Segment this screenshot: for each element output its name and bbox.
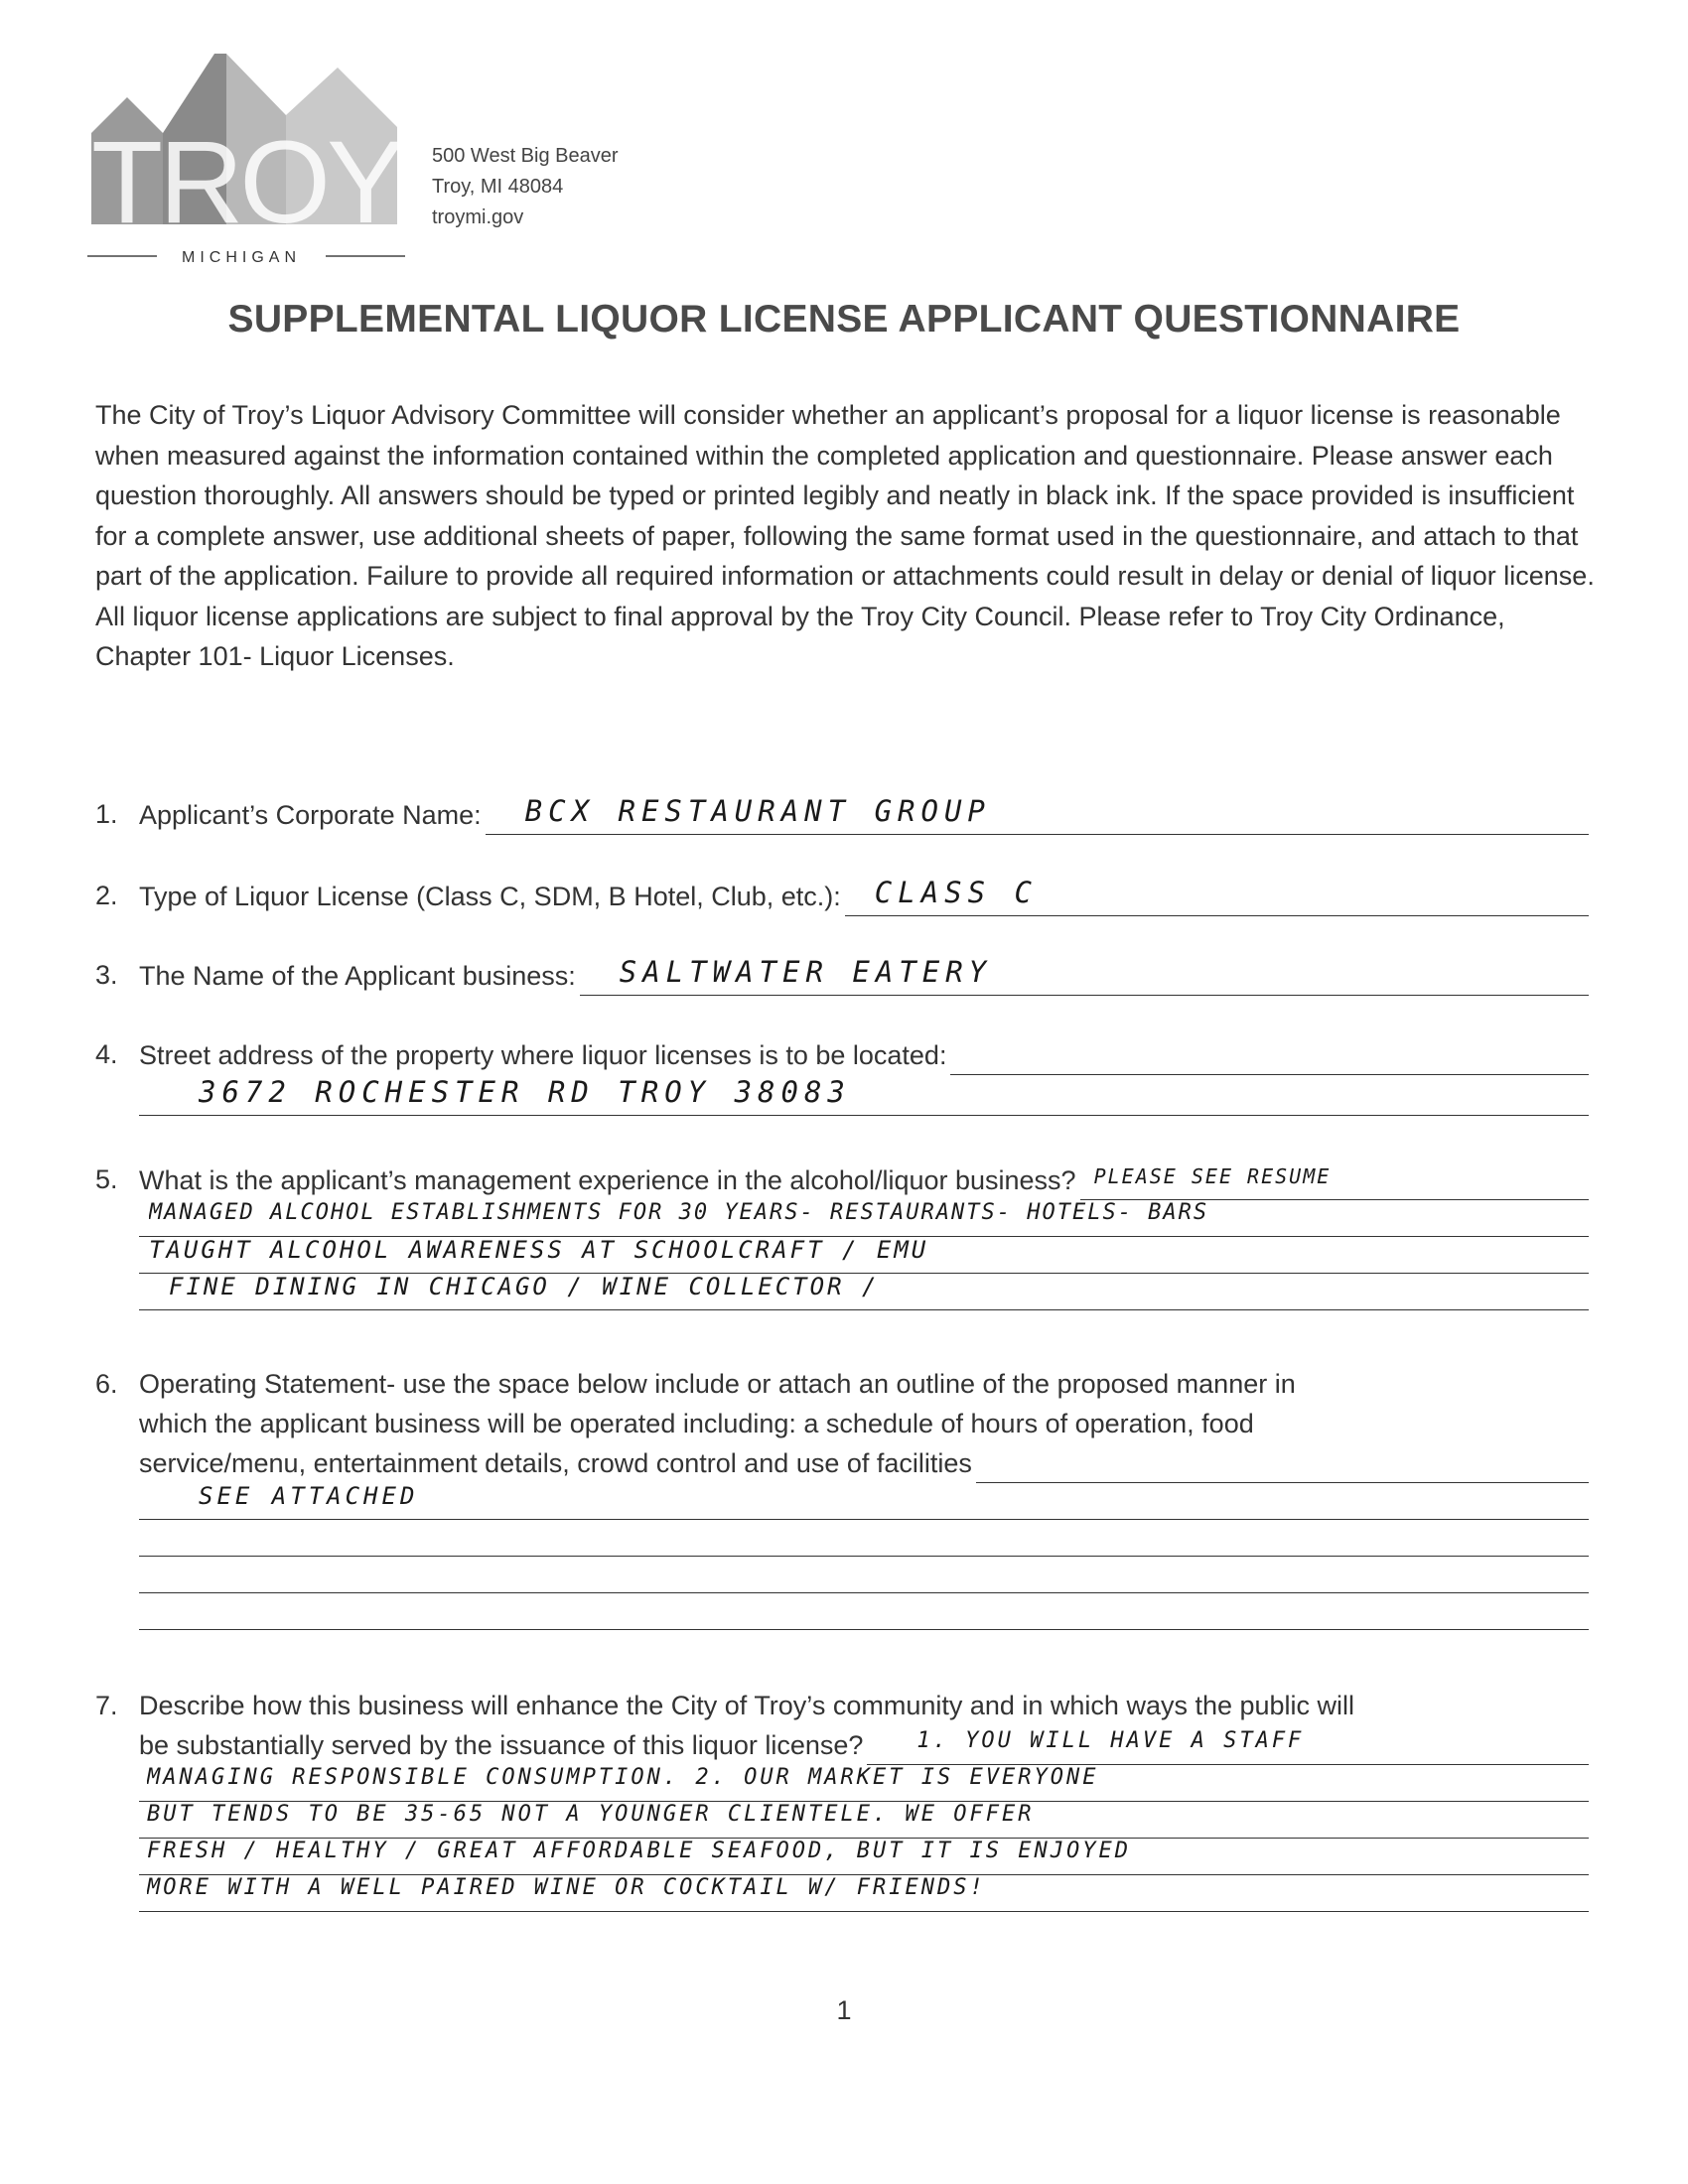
intro-paragraph: The City of Troy’s Liquor Advisory Committee will consider whether an applicant’s proposal for a liquor license is reasonable when measured against the information contained within the completed application and questionnaire. Please answer each question thoroughly. All answers should be typed or printed legibly and neatly in black ink. If the space provided is insufficient for a complete answer, use additional sheets of paper, following the same format used in the questionnaire, and attach to that part of the application. Failure to provide all required information or attachments could result in delay or denial of liquor license. All liquor license applications are subject to final approval by the Troy City Council. Please refer to Troy City Ordinance, Chapter 101- Liquor Licenses. [95, 400, 1595, 671]
address-website: troymi.gov [432, 206, 524, 228]
document-title: SUPPLEMENTAL LIQUOR LICENSE APPLICANT QUESTIONNAIRE [227, 298, 1461, 341]
business-name-field[interactable] [580, 955, 1589, 996]
operating-statement-field-line-5[interactable] [139, 1593, 1589, 1630]
question-label-line: Operating Statement- use the space below include or attach an outline of the proposed manner in [139, 1369, 1296, 1399]
troy-logo-graphic [87, 46, 415, 274]
handwritten-answer: SALTWATER EATERY [619, 955, 993, 989]
question-number: 6. [95, 1369, 118, 1399]
handwritten-answer: BUT TENDS TO BE 35-65 NOT A YOUNGER CLIENTELE. WE OFFER [147, 1802, 1035, 1827]
city-address [432, 141, 619, 233]
question-number: 2. [95, 881, 118, 910]
question-label-line: be substantially served by the issuance of this liquor license? [139, 1730, 864, 1760]
handwritten-answer: SEE ATTACHED [199, 1482, 419, 1510]
question-number: 5. [95, 1164, 118, 1194]
question-number: 3. [95, 960, 118, 990]
question-5 [95, 1160, 1589, 1310]
handwritten-answer: PLEASE SEE RESUME [1093, 1164, 1332, 1188]
question-6 [95, 1364, 1589, 1630]
handwritten-answer: MORE WITH A WELL PAIRED WINE OR COCKTAIL W/ FRIENDS! [147, 1875, 986, 1900]
question-number: 1. [95, 799, 118, 829]
page-number: 1 [836, 1995, 852, 2025]
operating-statement-field-line-3[interactable] [139, 1520, 1589, 1557]
question-number: 7. [95, 1691, 118, 1720]
handwritten-answer: MANAGING RESPONSIBLE CONSUMPTION. 2. OUR MARKET IS EVERYONE [147, 1765, 1099, 1790]
question-label-line: service/menu, entertainment details, crowd control and use of facilities [139, 1448, 972, 1478]
street-address-field-line-2[interactable] [139, 1075, 1589, 1116]
question-label: The Name of the Applicant business: [139, 961, 576, 991]
corporate-name-field[interactable] [486, 794, 1589, 835]
question-label [139, 1364, 1589, 1483]
question-2 [95, 876, 1589, 916]
question-label-line: which the applicant business will be operated including: a schedule of hours of operation, food [139, 1409, 1254, 1438]
question-4 [95, 1034, 1589, 1116]
handwritten-answer: 3672 ROCHESTER RD TROY 38083 [199, 1075, 851, 1109]
handwritten-answer: CLASS C [874, 876, 1038, 909]
handwritten-answer: FINE DINING IN CHICAGO / WINE COLLECTOR / [169, 1273, 880, 1300]
handwritten-answer: TAUGHT ALCOHOL AWARENESS AT SCHOOLCRAFT / EMU [149, 1236, 929, 1264]
question-label: Street address of the property where liquor licenses is to be located: [139, 1040, 947, 1070]
troy-logo [87, 46, 415, 274]
question-7 [95, 1686, 1589, 1912]
question-label: Type of Liquor License (Class C, SDM, B Hotel, Club, etc.): [139, 882, 841, 911]
community-benefit-field-line-5[interactable] [139, 1875, 1589, 1912]
question-label: Applicant’s Corporate Name: [139, 800, 482, 830]
operating-statement-field-line-2[interactable] [139, 1483, 1589, 1520]
handwritten-answer: 1. YOU WILL HAVE A STAFF [916, 1728, 1305, 1753]
logo-subtitle: MICHIGAN [182, 249, 301, 266]
logo-wordmark: TROY [91, 117, 401, 248]
management-experience-field-line-4[interactable] [139, 1274, 1589, 1310]
address-city: Troy, MI 48084 [432, 176, 564, 198]
handwritten-answer: FRESH / HEALTHY / GREAT AFFORDABLE SEAFOOD, BUT IT IS ENJOYED [147, 1839, 1131, 1863]
question-3 [95, 955, 1589, 996]
question-label-line: Describe how this business will enhance the City of Troy’s community and in which ways the public will [139, 1691, 1355, 1720]
street-address-field-line-1[interactable] [950, 1034, 1589, 1075]
question-1 [95, 794, 1589, 835]
operating-statement-field-line-4[interactable] [139, 1557, 1589, 1593]
question-label [139, 1686, 1589, 1765]
license-type-field[interactable] [845, 876, 1589, 916]
question-label: What is the applicant’s management experience in the alcohol/liquor business? [139, 1165, 1076, 1195]
handwritten-answer: MANAGED ALCOHOL ESTABLISHMENTS FOR 30 YEARS- RESTAURANTS- HOTELS- BARS [149, 1200, 1209, 1225]
handwritten-answer: BCX RESTAURANT GROUP [524, 794, 991, 828]
question-number: 4. [95, 1039, 118, 1069]
address-street: 500 West Big Beaver [432, 145, 619, 167]
